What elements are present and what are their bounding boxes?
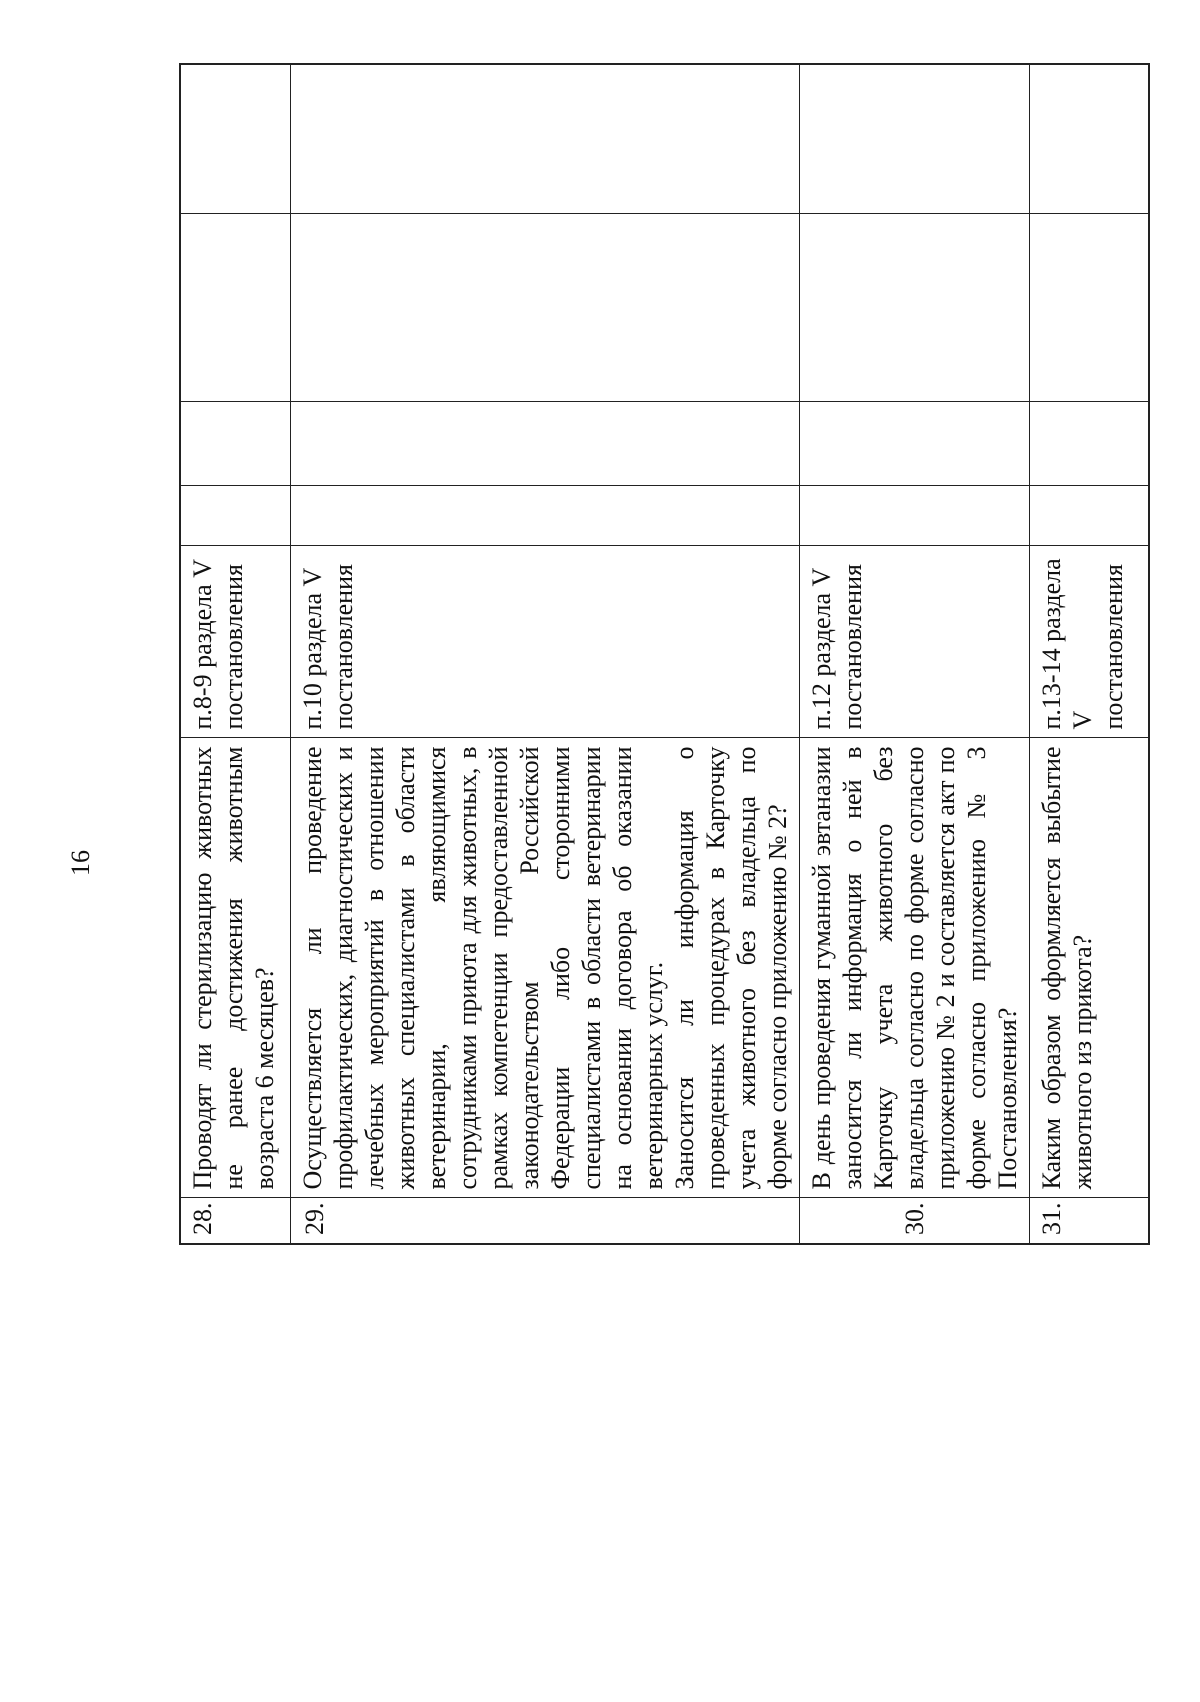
table-row — [1029, 64, 1149, 1244]
page-number: 16 — [66, 850, 95, 876]
question-cell — [1029, 738, 1149, 1198]
empty-cell — [1029, 402, 1149, 486]
question-cell — [290, 738, 799, 1198]
question-text: Осуществляется ли проведение профилактических, диагностических и лечебных мероприятий в отношении животных специалистами в области ветеринарии, являющимися сотрудниками приюта для животных, в рамках компетенции предоставленной законодательством Российской Федерации либо сторонними специалистами в области ветеринарии на основании договора об оказании ветеринарных услуг. — [297, 746, 668, 1190]
question-cell — [799, 738, 1029, 1198]
empty-cell — [799, 402, 1029, 486]
empty-cell — [290, 486, 799, 546]
row-number: 30. — [799, 1198, 1029, 1244]
row-number: 28. — [180, 1198, 290, 1244]
table-row — [290, 64, 799, 1244]
empty-cell — [180, 486, 290, 546]
empty-cell — [290, 402, 799, 486]
empty-cell — [180, 64, 290, 214]
empty-cell — [290, 64, 799, 214]
empty-cell — [799, 486, 1029, 546]
empty-cell — [180, 214, 290, 402]
empty-cell — [1029, 214, 1149, 402]
empty-cell — [180, 402, 290, 486]
empty-cell — [1029, 64, 1149, 214]
question-text: В день проведения гуманной эвтаназии заносится ли информация о ней в Карточку учета животного без владельца согласно по форме согласно приложению № 2 и составляется акт по форме согласно приложению № 3 Постановления? — [806, 746, 1022, 1190]
checklist-table — [179, 63, 1150, 1245]
table-row — [799, 64, 1029, 1244]
table-row — [180, 64, 290, 1244]
question-text: Заносится ли информация о проведенных процедурах в Карточку учета животного без владельца по форме согласно приложению № 2? — [669, 746, 792, 1190]
row-number: 29. — [290, 1198, 799, 1244]
empty-cell — [799, 64, 1029, 214]
reference-cell: п.12 раздела V постановления — [799, 546, 1029, 738]
empty-cell — [290, 214, 799, 402]
empty-cell — [1029, 486, 1149, 546]
reference-cell: п.10 раздела V постановления — [290, 546, 799, 738]
question-text: Проводят ли стерилизацию животных не ранее достижения животным возраста 6 месяцев? — [188, 746, 279, 1190]
question-cell — [180, 738, 290, 1198]
row-number: 31. — [1029, 1198, 1149, 1244]
question-text: Каким образом оформляется выбытие животного из прикота? — [1036, 746, 1097, 1190]
reference-cell: п.8-9 раздела V постановления — [180, 546, 290, 738]
empty-cell — [799, 214, 1029, 402]
reference-cell: п.13-14 раздела V постановления — [1029, 546, 1149, 738]
rotated-sheet — [179, 65, 1128, 1245]
